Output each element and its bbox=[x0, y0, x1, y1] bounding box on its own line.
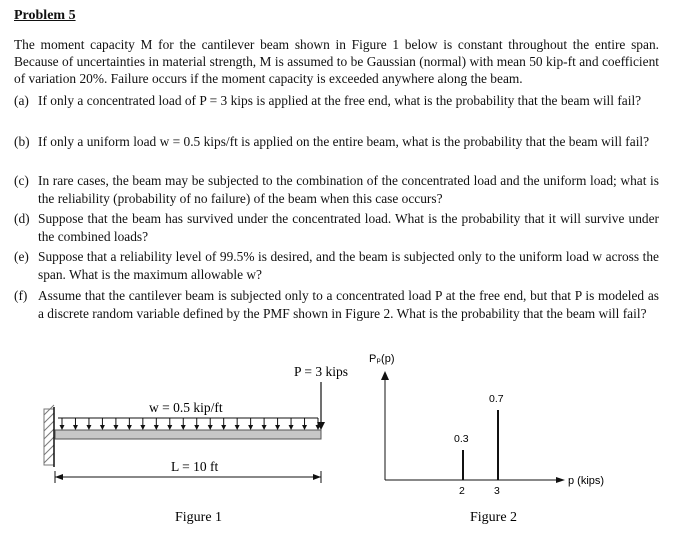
pmf-x-axis-arrowhead bbox=[556, 477, 565, 483]
uniform-load-arrow-head bbox=[113, 425, 118, 430]
cantilever-beam bbox=[55, 430, 321, 439]
figure-1 bbox=[44, 364, 348, 525]
pmf-x-axis-label: p (kips) bbox=[568, 475, 605, 487]
question-label: (e) bbox=[14, 249, 29, 264]
uniform-load-arrow-head bbox=[208, 425, 213, 430]
point-load-label: P = 3 kips bbox=[294, 364, 348, 379]
problem-intro: The moment capacity M for the cantilever beam shown in Figure 1 below is constant throughout the entire span. Because of uncertainties in material strength, M is assumed to be Gaussian (normal) with mean 50 kip-ft and coefficient of variation 20%. Failure occurs if the moment capacity is exceeded anywhere along the beam. bbox=[14, 37, 659, 86]
pmf-y-axis-label: Pₚ(p) bbox=[369, 353, 395, 365]
uniform-load-arrow-head bbox=[275, 425, 280, 430]
question-text: In rare cases, the beam may be subjected to the combination of the concentrated load and the uniform load; what is the reliability (probability of no failure) of the beam when this case occurs? bbox=[38, 173, 659, 206]
uniform-load-arrow-head bbox=[127, 425, 132, 430]
pmf-tick-label-2: 2 bbox=[459, 485, 465, 497]
uniform-load-arrow-head bbox=[140, 425, 145, 430]
question-text: Suppose that the beam has survived under the concentrated load. What is the probability that it will survive under the combined loads? bbox=[38, 211, 659, 244]
uniform-load-arrow-head bbox=[221, 425, 226, 430]
uniform-load-arrow-head bbox=[235, 425, 240, 430]
uniform-load-arrow-head bbox=[262, 425, 267, 430]
span-label: L = 10 ft bbox=[171, 459, 219, 474]
uniform-load-arrow-head bbox=[100, 425, 105, 430]
question-label: (d) bbox=[14, 211, 30, 226]
uniform-load-arrow-head bbox=[60, 425, 65, 430]
uniform-load-arrow-head bbox=[73, 425, 78, 430]
uniform-load-arrow-head bbox=[167, 425, 172, 430]
question-text: Assume that the cantilever beam is subjected only to a concentrated load P at the free end, but that P is modeled as a discrete random variable defined by the PMF shown in Figure 2. What is the probability that the beam will fail? bbox=[38, 288, 659, 321]
problem-title: Problem 5 bbox=[14, 8, 76, 23]
uniform-load-arrow-head bbox=[181, 425, 186, 430]
uniform-load-arrow-head bbox=[154, 425, 159, 430]
question-label: (a) bbox=[14, 93, 29, 108]
question-label: (c) bbox=[14, 173, 29, 188]
figure-2-caption: Figure 2 bbox=[470, 510, 518, 525]
question-text: If only a concentrated load of P = 3 kips is applied at the free end, what is the probability that the beam will fail? bbox=[38, 93, 642, 108]
uniform-load-arrow-head bbox=[86, 425, 91, 430]
uniform-load-arrow-head bbox=[248, 425, 253, 430]
uniform-load-arrow-head bbox=[302, 425, 307, 430]
pmf-value-label-2: 0.3 bbox=[454, 433, 469, 445]
question-text: If only a uniform load w = 0.5 kips/ft is applied on the entire beam, what is the probability that the beam will fail? bbox=[38, 134, 650, 149]
uniform-load-arrow-head bbox=[194, 425, 199, 430]
figure-1-caption: Figure 1 bbox=[175, 510, 223, 525]
fixed-support-wall bbox=[44, 405, 54, 467]
uniform-load-label: w = 0.5 kip/ft bbox=[149, 400, 223, 415]
figure-2 bbox=[369, 353, 604, 525]
point-load-arrow bbox=[317, 382, 325, 430]
question-label: (b) bbox=[14, 134, 30, 149]
pmf-y-axis-arrowhead bbox=[381, 371, 389, 380]
uniform-load-arrow-head bbox=[289, 425, 294, 430]
question-label: (f) bbox=[14, 288, 28, 303]
question-text: Suppose that a reliability level of 99.5% is desired, and the beam is subjected only to the uniform load w across the span. What is the maximum allowable w? bbox=[38, 249, 659, 282]
pmf-value-label-3: 0.7 bbox=[489, 393, 504, 405]
uniform-load-arrows bbox=[60, 418, 321, 430]
pmf-tick-label-3: 3 bbox=[494, 485, 500, 497]
